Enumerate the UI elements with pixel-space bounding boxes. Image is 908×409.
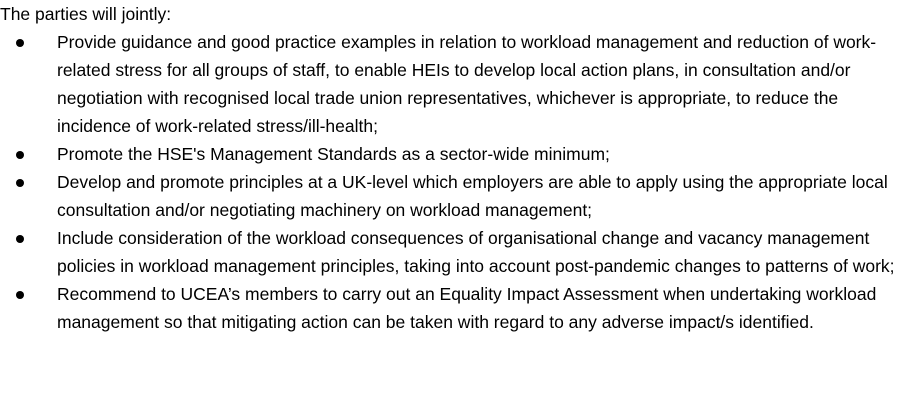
intro-text: The parties will jointly: (0, 4, 172, 24)
list-item-text: Provide guidance and good practice examples in relation to workload management and reduction of work-related stress for all groups of staff, to enable HEIs to develop local action plans, in consultation and/or negotiation with recognised local trade union representatives, whichever is appropriate, to reduce the incidence of work-related stress/ill-health; (57, 32, 877, 136)
list-item (0, 140, 908, 168)
list-item-text: Promote the HSE's Management Standards as a sector-wide minimum; (57, 144, 610, 164)
bullet-list (0, 28, 908, 336)
list-item (0, 224, 908, 280)
list-item (0, 28, 908, 140)
list-item-text: Develop and promote principles at a UK-level which employers are able to apply using the appropriate local consultation and/or negotiating machinery on workload management; (57, 172, 888, 220)
bullet-icon (16, 291, 24, 299)
list-item (0, 168, 908, 224)
bullet-icon (16, 235, 24, 243)
list-item (0, 280, 908, 336)
bullet-icon (16, 151, 24, 159)
bullet-icon (16, 179, 24, 187)
list-item-text: Include consideration of the workload consequences of organisational change and vacancy management policies in workload management principles, taking into account post-pandemic changes to patterns of work; (57, 228, 895, 276)
list-item-text: Recommend to UCEA’s members to carry out an Equality Impact Assessment when undertaking workload management so that mitigating action can be taken with regard to any adverse impact/s identified. (57, 284, 877, 332)
bullet-icon (16, 39, 24, 47)
